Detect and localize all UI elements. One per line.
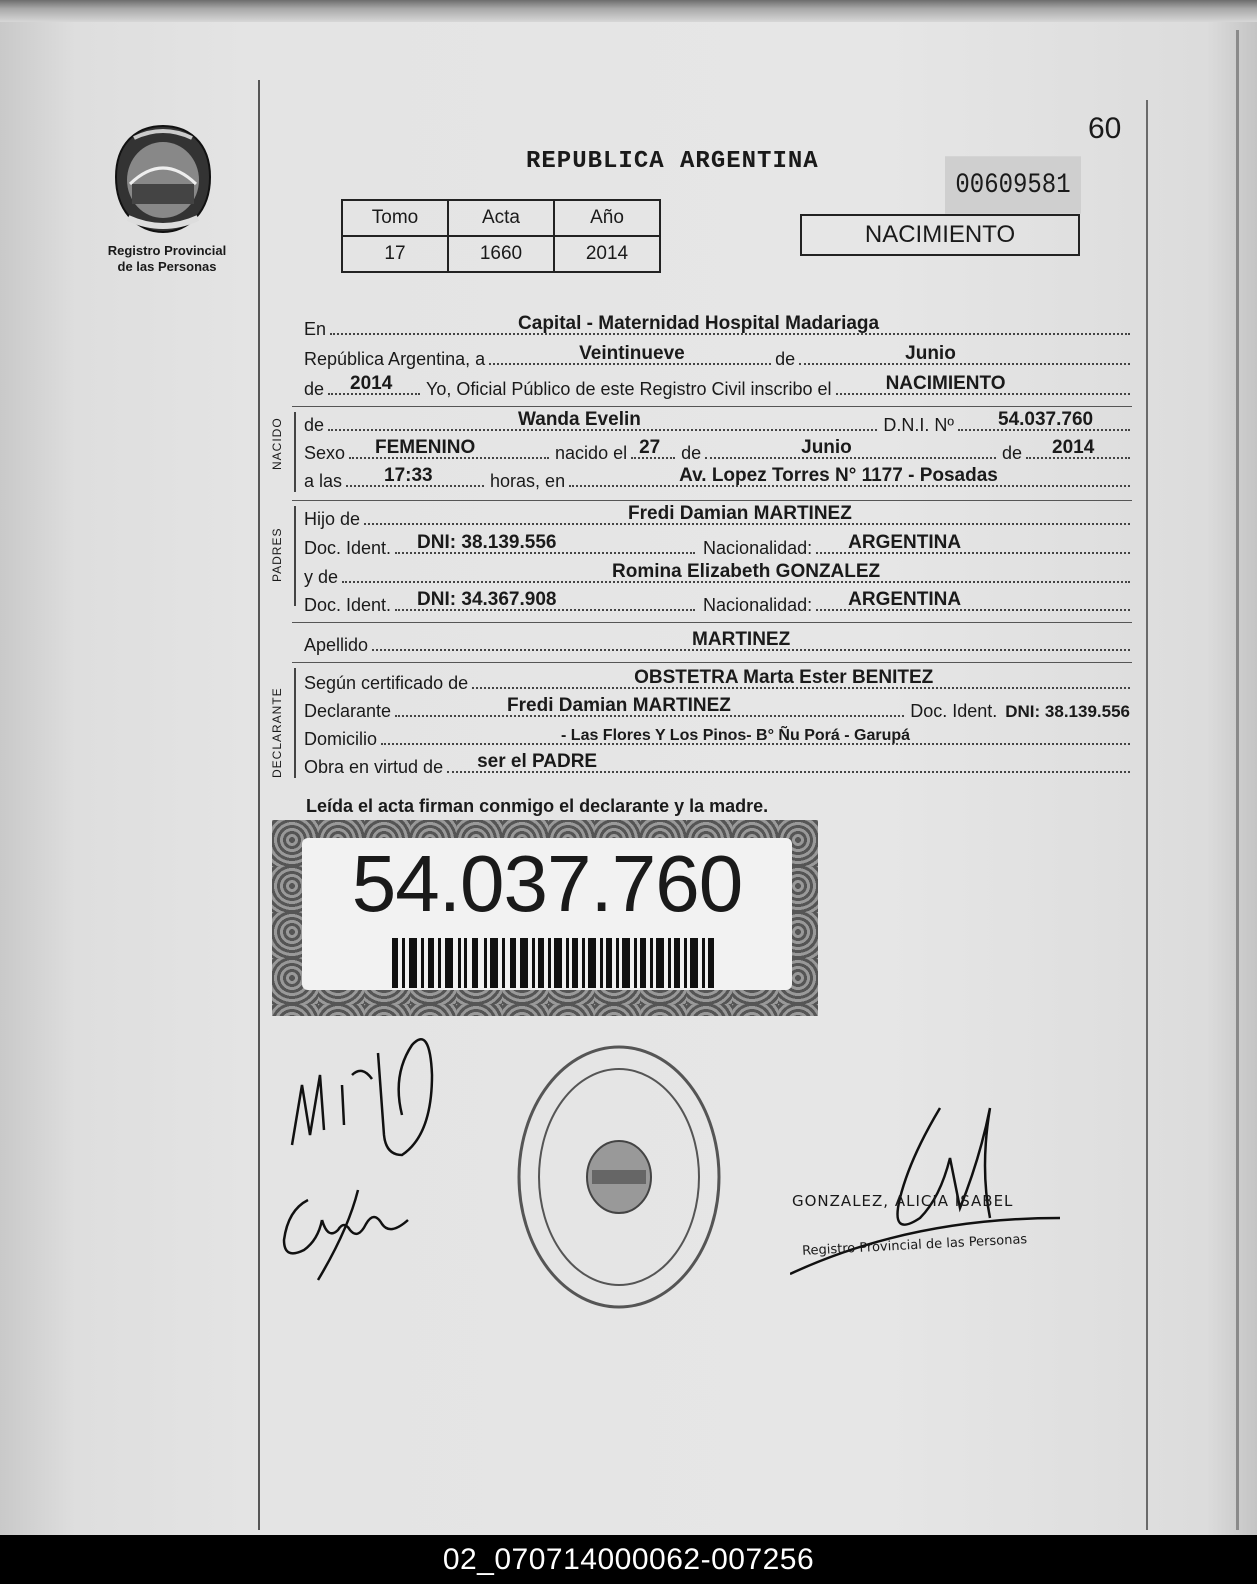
registry-caption	[92, 243, 242, 275]
and-label: y de	[304, 567, 339, 587]
act-type: NACIMIENTO	[800, 214, 1080, 256]
de-label: de	[775, 349, 796, 369]
dni-sticker-number: 54.037.760	[351, 839, 743, 928]
born-address: Av. Lopez Torres N° 1177 - Posadas	[679, 465, 998, 486]
en-label: En	[304, 319, 327, 339]
born-dni: 54.037.760	[998, 409, 1094, 430]
father-name: Fredi Damian MARTINEZ	[628, 503, 852, 524]
tomo-header: Tomo	[342, 200, 448, 236]
dni-sticker	[272, 820, 818, 1016]
month-value: Junio	[905, 343, 956, 364]
mother-nationality: ARGENTINA	[848, 589, 962, 610]
domicile-row	[304, 724, 1130, 750]
tomo-value: 17	[342, 236, 448, 272]
registry-line-2: de las Personas	[117, 259, 217, 274]
padres-section-label: PADRES	[270, 527, 284, 582]
anio-value: 2014	[554, 236, 660, 272]
rule-declarante-top	[292, 662, 1132, 663]
province-seal-logo	[108, 122, 218, 237]
declarant-label: Declarante	[304, 701, 392, 721]
virtue-value: ser el PADRE	[477, 751, 598, 772]
sex-label: Sexo	[304, 443, 346, 463]
registry-line-1: Registro Provincial	[107, 243, 227, 258]
born-day: 27	[639, 437, 661, 458]
barcode	[392, 938, 722, 988]
born-de-label: de	[304, 415, 325, 435]
son-of-label: Hijo de	[304, 509, 361, 529]
time-row	[304, 466, 1130, 492]
born-label: nacido el	[555, 443, 628, 463]
acta-value: 1660	[448, 236, 554, 272]
certificate-row	[304, 668, 1130, 694]
footer-id-bar: 02_070714000062-007256	[0, 1535, 1257, 1584]
declarante-bar	[294, 668, 296, 778]
year-row	[304, 374, 1130, 400]
registry-table	[341, 199, 661, 273]
sex-value: FEMENINO	[375, 437, 476, 458]
mother-doc-label: Doc. Ident.	[304, 595, 392, 615]
nacido-section-label: NACIDO	[270, 417, 284, 470]
dni-label-text: D.N.I. Nº	[883, 415, 954, 435]
certificate-value: OBSTETRA Marta Ester BENITEZ	[634, 667, 934, 688]
cert-label: Según certificado de	[304, 673, 469, 693]
page-top-edge	[0, 0, 1257, 22]
dni-sticker-inner	[302, 838, 792, 990]
republic-label: República Argentina, a	[304, 349, 486, 369]
father-doc-row	[304, 533, 1130, 559]
declarant-signature	[282, 1015, 452, 1175]
right-border-line	[1146, 100, 1148, 1530]
rule-nacido-top	[292, 406, 1132, 407]
father-doc-label: Doc. Ident.	[304, 538, 392, 558]
declarant-name: Fredi Damian MARTINEZ	[507, 695, 731, 716]
date-row	[304, 344, 1130, 370]
mother-signature	[278, 1180, 428, 1290]
serial-number: 00609581	[945, 156, 1081, 214]
nacido-bar	[294, 412, 296, 492]
anio-header: Año	[554, 200, 660, 236]
official-name: GONZALEZ, ALICIA ISABEL	[792, 1192, 1014, 1210]
sex-row	[304, 438, 1130, 464]
day-words: Veintinueve	[579, 343, 685, 364]
page-right-edge	[1236, 30, 1239, 1530]
mother-row	[304, 562, 1130, 588]
official-stamp	[514, 1042, 724, 1312]
official-text: Yo, Oficial Público de este Registro Civil inscribo el	[426, 379, 832, 399]
mother-doc: DNI: 34.367.908	[417, 589, 557, 610]
born-name-row	[304, 410, 1130, 436]
acta-header: Acta	[448, 200, 554, 236]
father-nationality: ARGENTINA	[848, 532, 962, 553]
declarant-row	[304, 696, 1130, 722]
mother-name: Romina Elizabeth GONZALEZ	[612, 561, 881, 582]
father-doc: DNI: 38.139.556	[417, 532, 557, 553]
surname-value: MARTINEZ	[692, 629, 791, 650]
year-value: 2014	[350, 373, 393, 394]
place-row	[304, 314, 1130, 340]
domicile-value: - Las Flores Y Los Pinos- B° Ñu Porá - Garupá	[561, 727, 911, 744]
declarant-doc: DNI: 38.139.556	[1005, 702, 1130, 721]
born-de-2: de	[681, 443, 702, 463]
father-nat-label: Nacionalidad:	[703, 538, 813, 558]
born-de-3: de	[1001, 443, 1022, 463]
mother-nat-label: Nacionalidad:	[703, 595, 813, 615]
surname-label: Apellido	[304, 635, 369, 655]
page-number: 60	[1088, 112, 1122, 145]
margin-line	[258, 80, 260, 1530]
rule-apellido-top	[292, 622, 1132, 623]
hours-label: horas, en	[490, 471, 566, 491]
event-value: NACIMIENTO	[885, 373, 1006, 394]
born-name: Wanda Evelin	[518, 409, 641, 430]
country-title: REPUBLICA ARGENTINA	[526, 148, 819, 175]
official-role: Registro Provincial de las Personas	[801, 1232, 1028, 1259]
surname-row	[304, 630, 1130, 656]
virtue-label: Obra en virtud de	[304, 757, 444, 777]
mother-doc-row	[304, 590, 1130, 616]
place-value: Capital - Maternidad Hospital Madariaga	[518, 313, 880, 334]
domicile-label: Domicilio	[304, 729, 378, 749]
de-label-2: de	[304, 379, 325, 399]
declarante-section-label: DECLARANTE	[270, 687, 284, 778]
rule-padres-top	[292, 500, 1132, 501]
time-value: 17:33	[384, 465, 433, 486]
born-year: 2014	[1052, 437, 1095, 458]
virtue-row	[304, 752, 1130, 778]
father-row	[304, 504, 1130, 530]
padres-bar	[294, 506, 296, 606]
time-label: a las	[304, 471, 343, 491]
closing-statement: Leída el acta firman conmigo el declarante y la madre.	[306, 796, 769, 816]
declarant-doc-label: Doc. Ident.	[910, 701, 998, 721]
born-month: Junio	[801, 437, 852, 458]
